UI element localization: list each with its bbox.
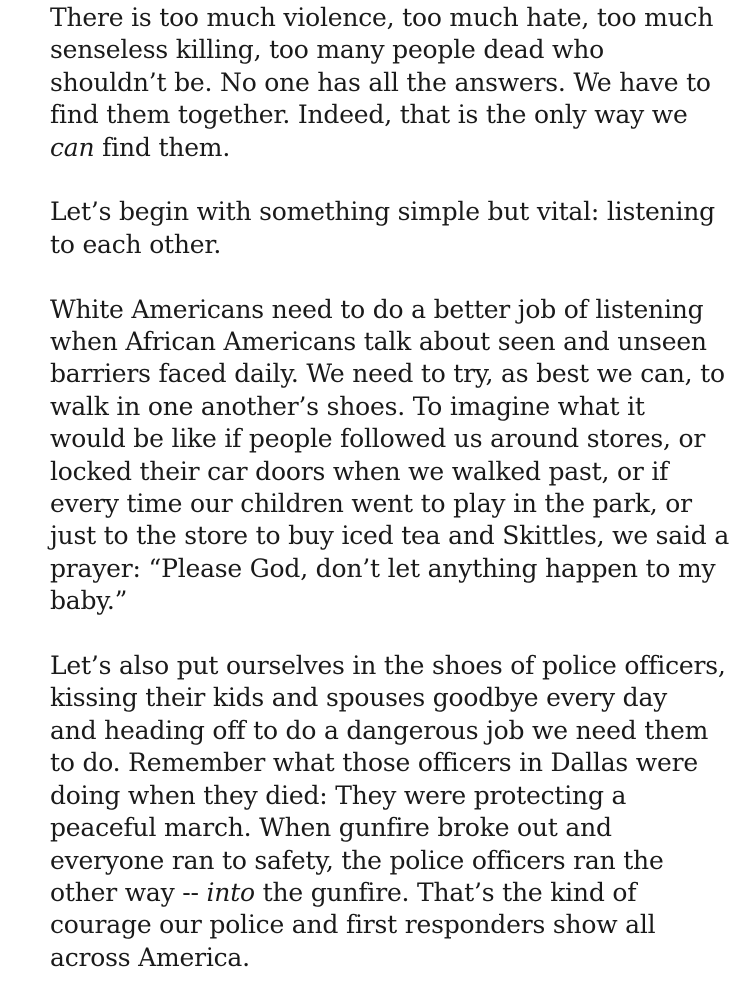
text-segment: find them. [94, 132, 231, 162]
text-line [50, 812, 740, 844]
text-line [50, 780, 740, 812]
text-line [50, 423, 740, 455]
text-line [50, 585, 740, 617]
text-segment: locked their car doors when we walked past, or if [50, 456, 669, 486]
text-segment: shouldn’t be. No one has all the answers. We have to [50, 67, 711, 97]
text-segment: when African Americans talk about seen and unseen [50, 327, 707, 357]
text-segment: baby.” [50, 586, 128, 616]
text-segment: senseless killing, too many people dead who [50, 35, 604, 65]
text-line [50, 877, 740, 909]
text-segment: doing when they died: They were protecting a [50, 780, 627, 810]
text-line [50, 715, 740, 747]
text-segment: Let’s begin with something simple but vital: listening [50, 197, 715, 227]
text-segment: every time our children went to play in the park, or [50, 489, 692, 519]
text-segment: White Americans need to do a better job of listening [50, 294, 704, 324]
text-line [50, 650, 740, 682]
paragraph-3 [50, 294, 740, 618]
text-line [50, 34, 740, 66]
text-line [50, 294, 740, 326]
text-line [50, 229, 740, 261]
text-segment: to do. Remember what those officers in Dallas were [50, 748, 698, 778]
text-line [50, 553, 740, 585]
text-line [50, 942, 740, 974]
text-segment: would be like if people followed us around stores, or [50, 424, 706, 454]
text-segment: barriers faced daily. We need to try, as best we can, to [50, 359, 725, 389]
text-line [50, 520, 740, 552]
text-line [50, 391, 740, 423]
paragraph-1 [50, 2, 740, 164]
text-segment: across America. [50, 942, 250, 972]
text-segment: walk in one another’s shoes. To imagine what it [50, 391, 645, 421]
text-segment: There is too much violence, too much hate, too much [50, 3, 714, 32]
text-segment: prayer: “Please God, don’t let anything happen to my [50, 553, 716, 583]
text-line [50, 358, 740, 390]
text-segment: find them together. Indeed, that is the only way we [50, 100, 688, 130]
text-line [50, 196, 740, 228]
text-segment: and heading off to do a dangerous job we need them [50, 715, 709, 745]
text-line [50, 67, 740, 99]
text-line [50, 845, 740, 877]
text-segment: to each other. [50, 229, 222, 259]
document-body [50, 2, 740, 1007]
text-line [50, 488, 740, 520]
text-segment: courage our police and first responders show all [50, 910, 656, 940]
text-segment: the gunfire. That’s the kind of [254, 877, 637, 907]
text-segment: Let’s also put ourselves in the shoes of police officers, [50, 651, 726, 681]
text-line [50, 747, 740, 779]
text-segment: peaceful march. When gunfire broke out and [50, 813, 612, 843]
text-line [50, 2, 740, 34]
italic-text: into [206, 877, 255, 907]
paragraph-4 [50, 650, 740, 974]
text-line [50, 326, 740, 358]
text-segment: just to the store to buy iced tea and Skittles, we said a [50, 521, 730, 551]
text-line [50, 682, 740, 714]
text-segment: everyone ran to safety, the police officers ran the [50, 845, 664, 875]
text-segment: other way -- [50, 877, 207, 907]
text-line [50, 99, 740, 131]
text-line [50, 132, 740, 164]
text-segment: kissing their kids and spouses goodbye every day [50, 683, 668, 713]
text-line [50, 456, 740, 488]
text-line [50, 909, 740, 941]
italic-text: can [50, 132, 95, 162]
paragraph-2 [50, 196, 740, 261]
